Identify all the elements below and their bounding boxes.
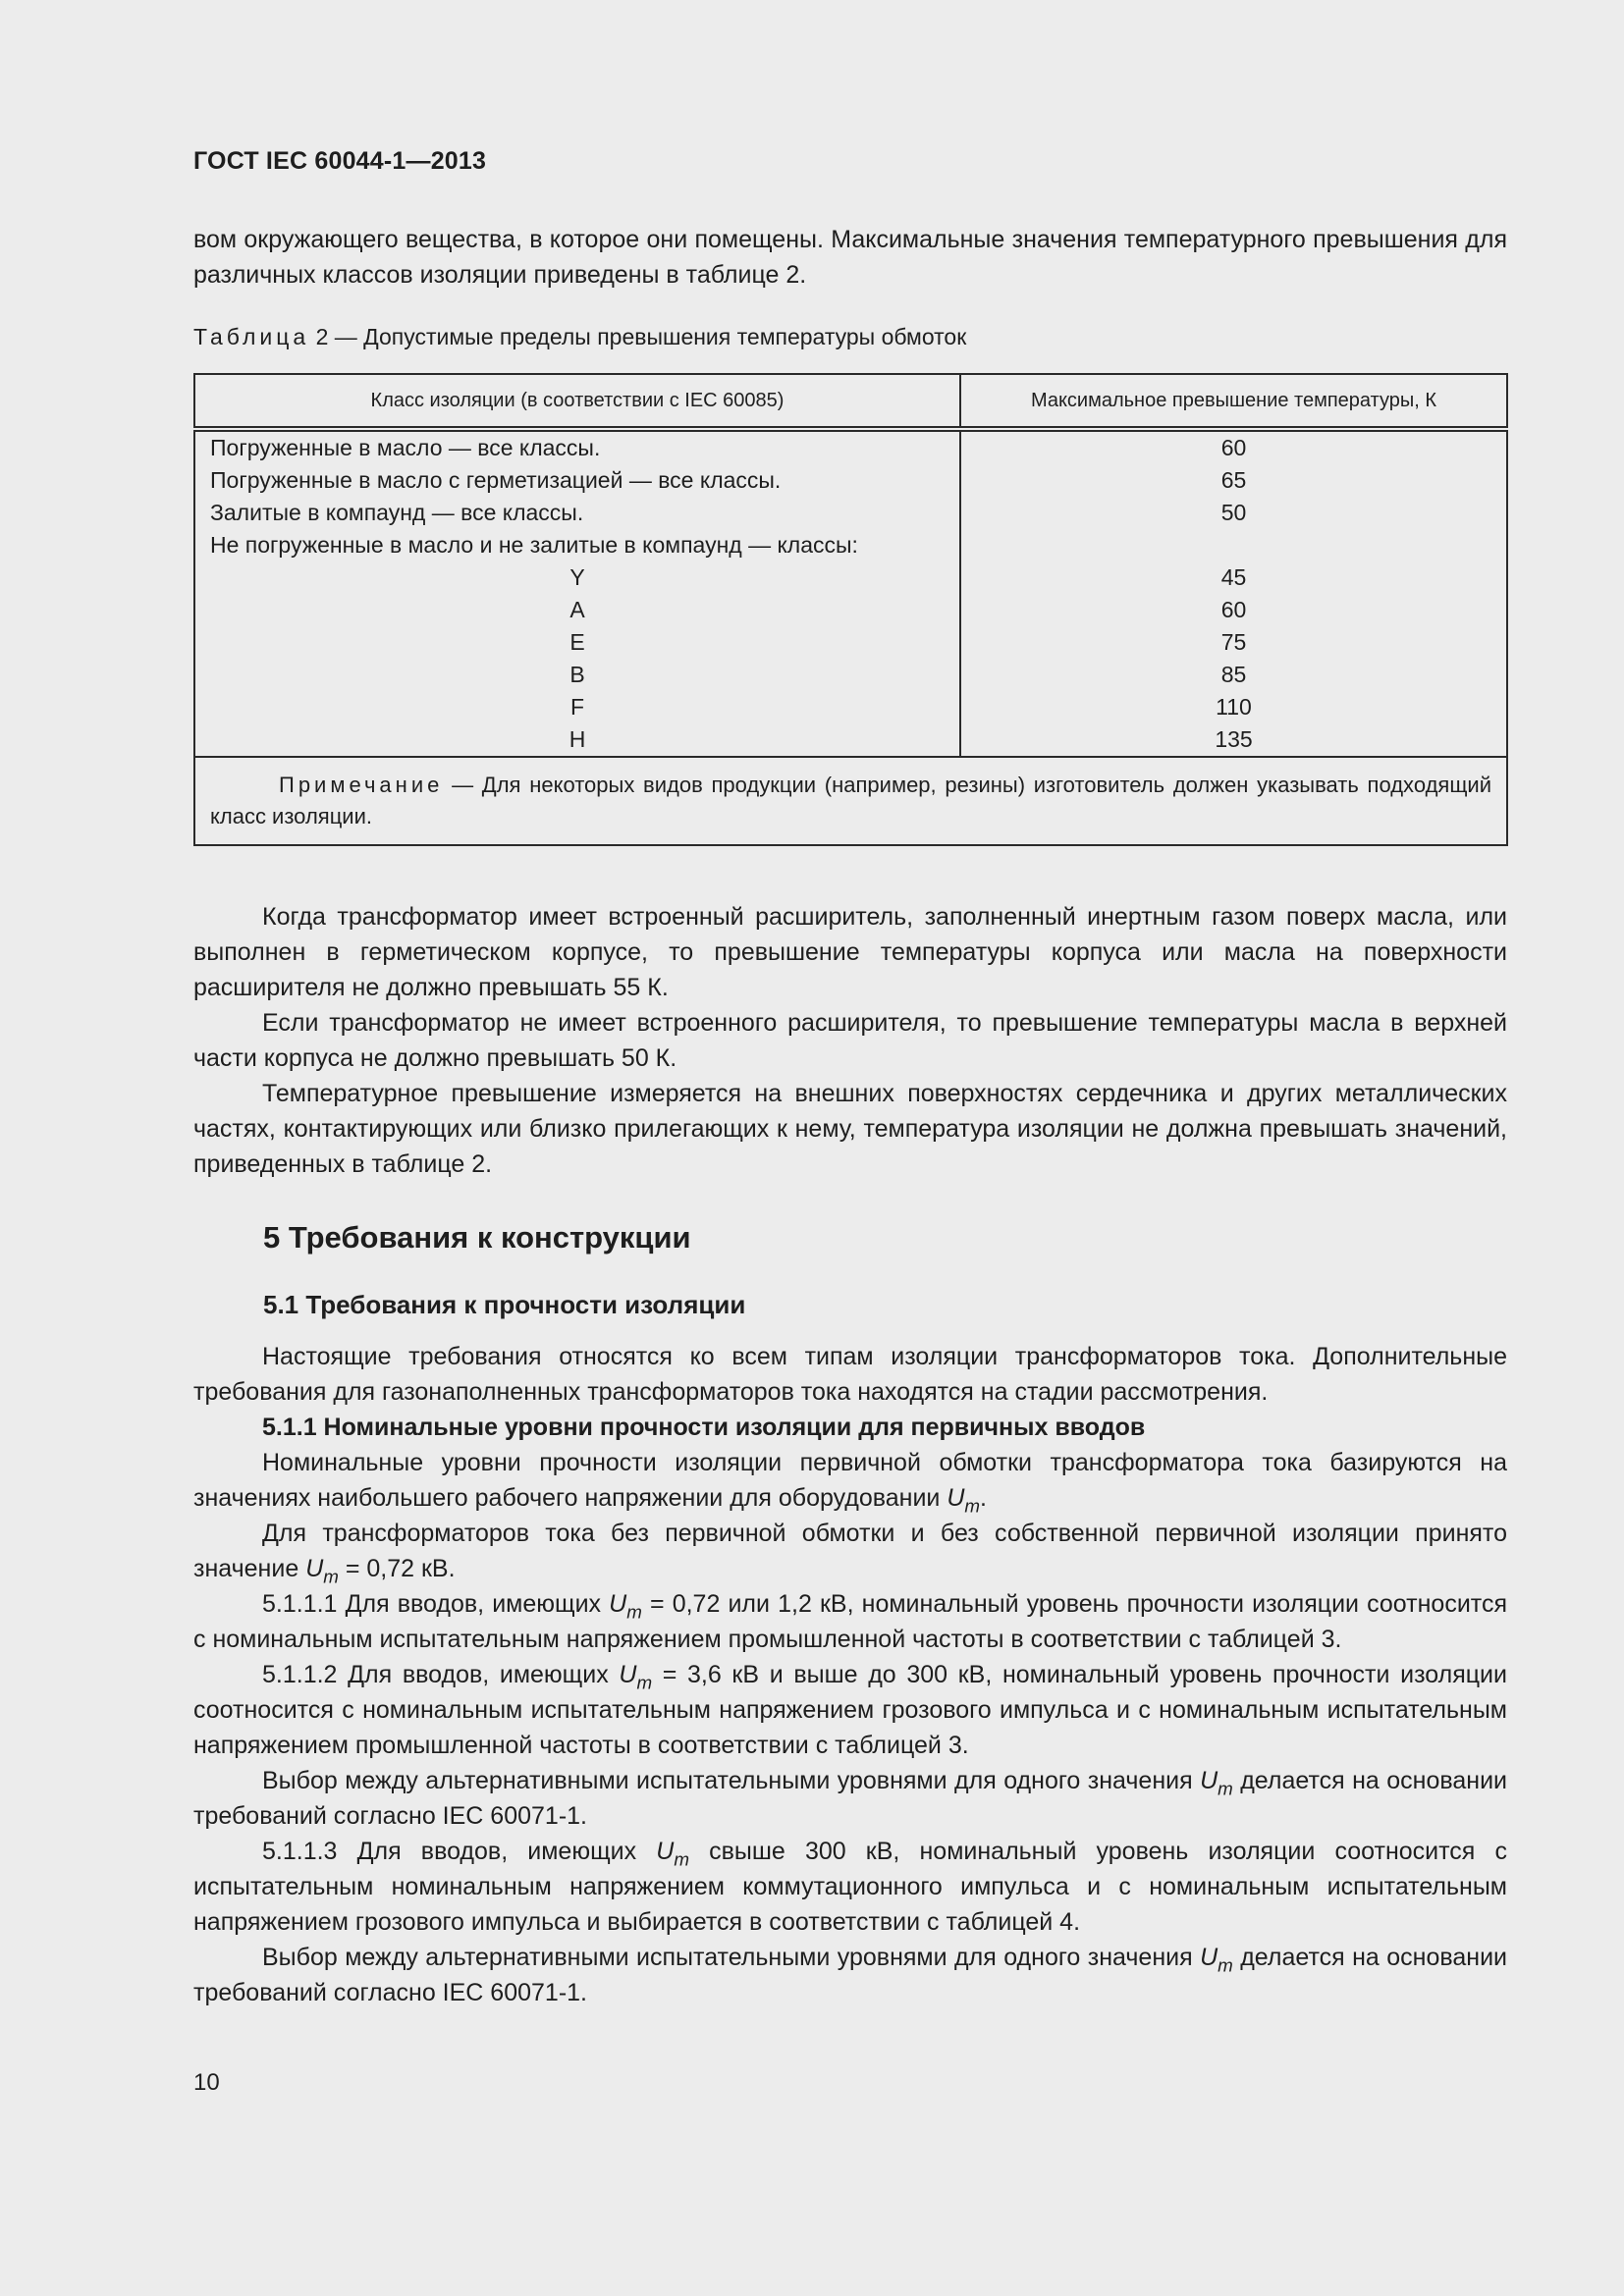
paragraph-no-expander: Если трансформатор не имеет встроенного расширителя, то превышение температуры масла в верхней части корпуса не должно превышать 50 К. xyxy=(193,1009,1507,1072)
clause-5-1-1-2: 5.1.1.2 Для вводов, имеющих $U_m = 3,6$ кВ и выше до 300 кВ, номинальный уровень прочности изоляции соотносится с номинальным испытательным напряжением грозового импульса и с номинальным испытательным напряжением промышленной частоты в соответствии с таблицей 3. xyxy=(193,1661,1507,1759)
table-row-label: Не погруженные в масло и не залитые в компаунд — классы: xyxy=(210,532,858,558)
clause-5-1-1-3: 5.1.1.3 Для вводов, имеющих $U_m$ свыше 300 кВ, номинальный уровень изоляции соотносится с испытательным номинальным напряжением коммутационного импульса и с номинальным испытательным напряжением грозового импульса и выбирается в соответствии с таблицей 4. xyxy=(193,1838,1507,1936)
section-paragraph-choice-2: Выбор между альтернативными испытательными уровнями для одного значения $U_m$ делается на основании требований согласно IEC 60071-1. xyxy=(193,1944,1508,2006)
table-row-value: 110 xyxy=(1216,694,1252,720)
sub-heading-5-1-1: 5.1.1 Номинальные уровни прочности изоляции для первичных вводов xyxy=(262,1414,1146,1441)
section-paragraph-3: Для трансформаторов тока без первичной обмотки и без собственной первичной изоляции принято значение $U_m = 0,72$ кВ. xyxy=(193,1520,1507,1587)
table-header-max-temp-rise: Максимальное превышение температуры, К xyxy=(960,374,1507,429)
page-number: 10 xyxy=(193,2069,220,2096)
subsection-title: 5.1 Требования к прочности изоляции xyxy=(263,1290,746,1319)
document-code-header: ГОСТ IEC 60044-1—2013 xyxy=(193,147,487,175)
table-row-label: F xyxy=(569,694,585,720)
table-caption-text: 2 — Допустимые пределы превышения температуры обмоток xyxy=(315,324,967,349)
paragraph-measurement: Температурное превышение измеряется на внешних поверхностях сердечника и других металлических частях, контактирующих или близко прилегающих к нему, температура изоляции не должна превышать значений, приведенных в таблице 2. xyxy=(193,1080,1507,1178)
table-row-value: 135 xyxy=(1215,726,1253,752)
table-row-value: 75 xyxy=(1220,629,1247,655)
table-row-label: E xyxy=(569,629,585,655)
table-column-values xyxy=(960,429,1507,757)
table-row-value: 45 xyxy=(1220,564,1247,590)
table-row-label: B xyxy=(569,662,585,687)
table-row-value: 60 xyxy=(1220,435,1247,460)
section-paragraph-choice-1: Выбор между альтернативными испытательными уровнями для одного значения $U_m$ делается на основании требований согласно IEC 60071-1. xyxy=(193,1767,1508,1830)
section-title: 5 Требования к конструкции xyxy=(263,1220,691,1255)
symbol-u: U xyxy=(947,1484,965,1512)
clause-5-1-1-1: 5.1.1.1 Для вводов, имеющих $U_m = 0,72$ или 1,2 кВ, номинальный уровень прочности изоляции соотносится с номинальным испытательным напряжением промышленной частоты в соответствии с таблицей 3. xyxy=(193,1590,1507,1653)
table-note-label: Примечание xyxy=(279,773,444,797)
table-row-value: 60 xyxy=(1220,597,1247,622)
section-paragraph-1: Настоящие требования относятся ко всем типам изоляции трансформаторов тока. Дополнительные требования для газонаполненных трансформаторов тока находятся на стадии рассмотрения. xyxy=(193,1343,1507,1406)
table-note xyxy=(194,757,1507,845)
table-row-value: 65 xyxy=(1220,467,1247,493)
intro-paragraph: вом окружающего вещества, в которое они помещены. Максимальные значения температурного превышения для различных классов изоляции приведены в таблице 2. xyxy=(193,226,1507,289)
paragraph-expander: Когда трансформатор имеет встроенный расширитель, заполненный инертным газом поверх масла, или выполнен в герметическом корпусе, то превышение температуры корпуса или масла на поверхности расширителя не должно превышать 55 К. xyxy=(193,903,1507,1001)
table-header-insulation-class: Класс изоляции (в соответствии с IEC 60085) xyxy=(194,374,960,429)
table-row-label: Погруженные в масло — все классы. xyxy=(210,435,601,460)
table-column-labels xyxy=(194,429,960,757)
table-caption-label: Таблица xyxy=(193,324,310,349)
table-row-label: Залитые в компаунд — все классы. xyxy=(210,500,584,525)
symbol-m-subscript: m xyxy=(964,1495,981,1517)
temperature-rise-table xyxy=(193,373,1508,846)
table-note-text: — Для некоторых видов продукции (например, резины) изготовитель должен указывать подходящий класс изоляции. xyxy=(210,773,1491,828)
table-row-value: 50 xyxy=(1220,500,1247,525)
table-row-label: A xyxy=(569,597,585,622)
table-row-label: H xyxy=(568,726,586,752)
post-table-paragraphs xyxy=(193,899,1507,1182)
table-caption xyxy=(193,324,966,350)
table-row-label: Погруженные в масло с герметизацией — все классы. xyxy=(210,467,782,493)
table-row-label: Y xyxy=(569,564,585,590)
table-row-value: 85 xyxy=(1220,662,1247,687)
section-paragraph-2: Номинальные уровни прочности изоляции первичной обмотки трансформатора тока базируются на значениях наибольшего рабочего напряжении для оборудовании $U_m$. xyxy=(193,1449,1507,1517)
section-body xyxy=(193,1339,1507,2010)
table-row-value xyxy=(961,529,1506,561)
